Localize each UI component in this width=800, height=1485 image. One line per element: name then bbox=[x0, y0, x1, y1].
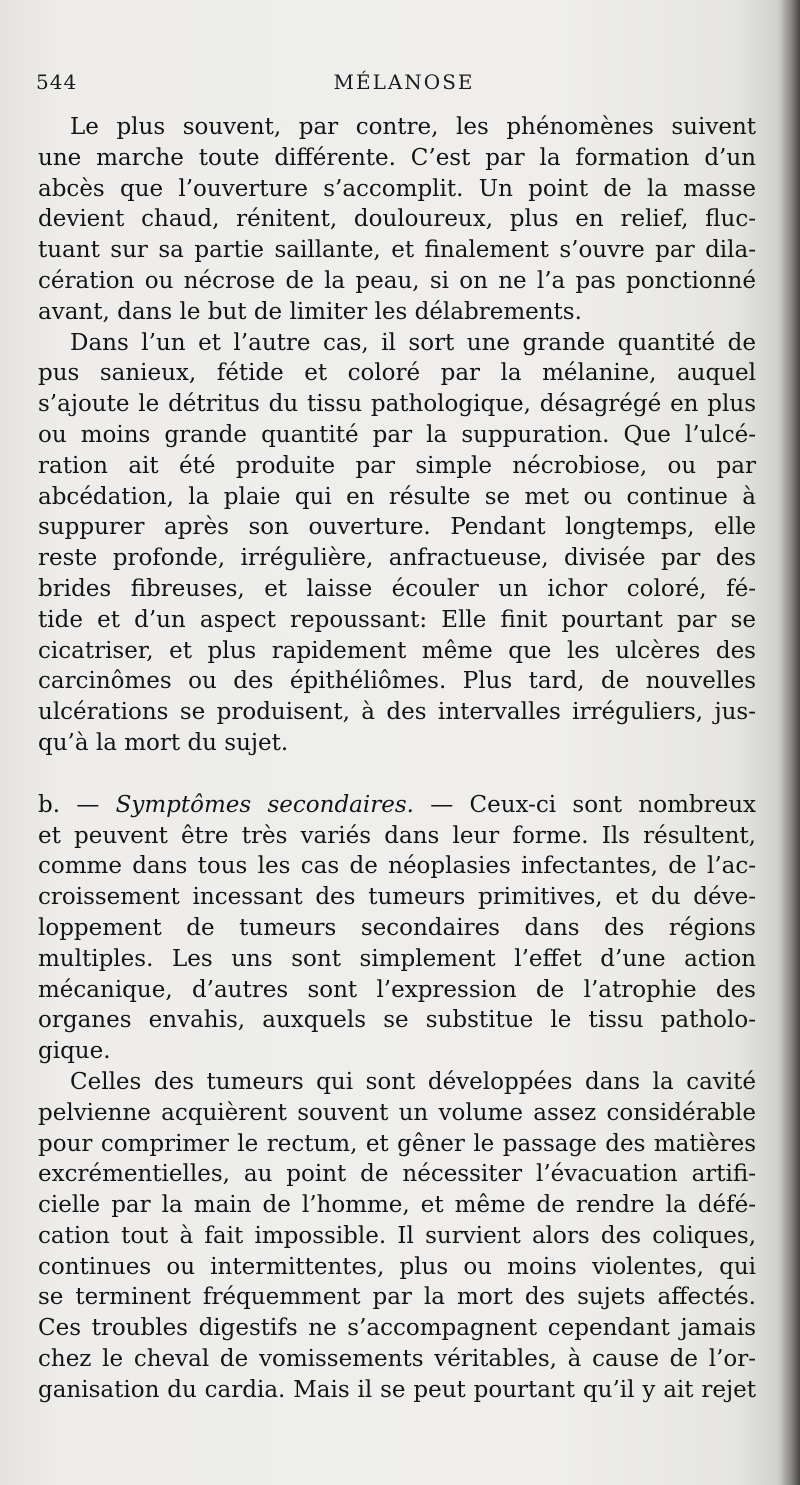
paragraph bbox=[38, 1067, 756, 1406]
text-line: une marche toute différente. C’est par la formation d’un bbox=[38, 144, 756, 171]
text-line: mécanique, d’autres sont l’expression de l’atrophie des bbox=[38, 976, 756, 1003]
text-line: se terminent fréquemment par la mort des sujets affectés. bbox=[38, 1284, 756, 1311]
section-paragraph bbox=[38, 790, 756, 1067]
text-line: ou moins grande quantité par la suppuration. Que l’ulcé- bbox=[38, 421, 756, 448]
text-line: reste profonde, irrégulière, anfractueuse, divisée par des bbox=[38, 545, 756, 572]
section-gap bbox=[38, 759, 756, 790]
text-line: qu’à la mort du sujet. bbox=[38, 729, 289, 756]
text-line: avant, dans le but de limiter les délabrements. bbox=[38, 298, 582, 325]
text-line: Celles des tumeurs qui sont développées dans la cavité bbox=[70, 1068, 756, 1095]
text-line: Dans l’un et l’autre cas, il sort une grande quantité de bbox=[70, 329, 756, 356]
text-line: Le plus souvent, par contre, les phénomènes suivent bbox=[70, 114, 756, 140]
text-line: s’ajoute le détritus du tissu pathologique, désagrégé en plus bbox=[38, 391, 756, 418]
text-line: ganisation du cardia. Mais il se peut pourtant qu’il y ait rejet bbox=[38, 1376, 756, 1403]
text-line: multiples. Les uns sont simplement l’effet d’une action bbox=[38, 945, 756, 972]
text-line: et peuvent être très variés dans leur forme. Ils résultent, bbox=[38, 822, 756, 849]
text-line: cicatriser, et plus rapidement même que les ulcères des bbox=[38, 637, 756, 664]
section-label: b. — bbox=[38, 791, 116, 818]
text-line: tuant sur sa partie saillante, et finalement s’ouvre par dila- bbox=[38, 237, 756, 264]
text-line: carcinômes ou des épithéliômes. Plus tard, de nouvelles bbox=[38, 668, 756, 695]
text-line: pour comprimer le rectum, et gêner le passage des matières bbox=[38, 1130, 756, 1157]
section-title: Symptômes secondaires. bbox=[115, 791, 414, 818]
running-header bbox=[36, 66, 772, 98]
text-line: abcédation, la plaie qui en résulte se met ou continue à bbox=[38, 483, 756, 510]
text-line: cération ou nécrose de la peau, si on ne l’a pas ponctionné bbox=[38, 267, 756, 294]
text-line: pelvienne acquièrent souvent un volume assez considérable bbox=[38, 1099, 756, 1126]
text-line: Ces troubles digestifs ne s’accompagnent cependant jamais bbox=[38, 1315, 756, 1342]
text-line: continues ou intermittentes, plus ou moins violentes, qui bbox=[38, 1253, 756, 1280]
text-line: brides fibreuses, et laisse écouler un ichor coloré, fé- bbox=[38, 575, 756, 602]
text-line: organes envahis, auxquels se substitue le tissu patholo- bbox=[38, 1007, 756, 1034]
section-heading-line bbox=[38, 790, 756, 821]
body-text bbox=[38, 112, 756, 1406]
text-line: devient chaud, rénitent, douloureux, plus en relief, fluc- bbox=[38, 206, 756, 233]
text-line: cielle par la main de l’homme, et même de rendre la défé- bbox=[38, 1192, 756, 1219]
text-line: loppement de tumeurs secondaires dans des régions bbox=[38, 914, 756, 941]
paragraph bbox=[38, 112, 756, 328]
text-line: comme dans tous les cas de néoplasies infectantes, de l’ac- bbox=[38, 853, 756, 880]
text-line: croissement incessant des tumeurs primitives, et du déve- bbox=[38, 884, 756, 911]
text-line: chez le cheval de vomissements véritables, à cause de l’or- bbox=[38, 1346, 756, 1373]
text-line: ration ait été produite par simple nécrobiose, ou par bbox=[38, 452, 756, 479]
running-title: MÉLANOSE bbox=[333, 70, 475, 94]
text-line: abcès que l’ouverture s’accomplit. Un point de la masse bbox=[38, 175, 756, 202]
section-first-line-text: — Ceux-ci sont nombreux bbox=[413, 791, 756, 818]
text-line: tide et d’un aspect repoussant: Elle finit pourtant par se bbox=[38, 606, 756, 633]
text-line: cation tout à fait impossible. Il survient alors des coliques, bbox=[38, 1222, 756, 1249]
paragraph bbox=[38, 328, 756, 759]
text-line: ulcérations se produisent, à des intervalles irréguliers, jus- bbox=[38, 699, 756, 726]
text-line: excrémentielles, au point de nécessiter l’évacuation artifi- bbox=[38, 1161, 756, 1188]
page-number: 544 bbox=[36, 70, 78, 94]
text-line: gique. bbox=[38, 1038, 111, 1065]
text-line: pus sanieux, fétide et coloré par la mélanine, auquel bbox=[38, 360, 756, 387]
text-line: suppurer après son ouverture. Pendant longtemps, elle bbox=[38, 514, 756, 541]
